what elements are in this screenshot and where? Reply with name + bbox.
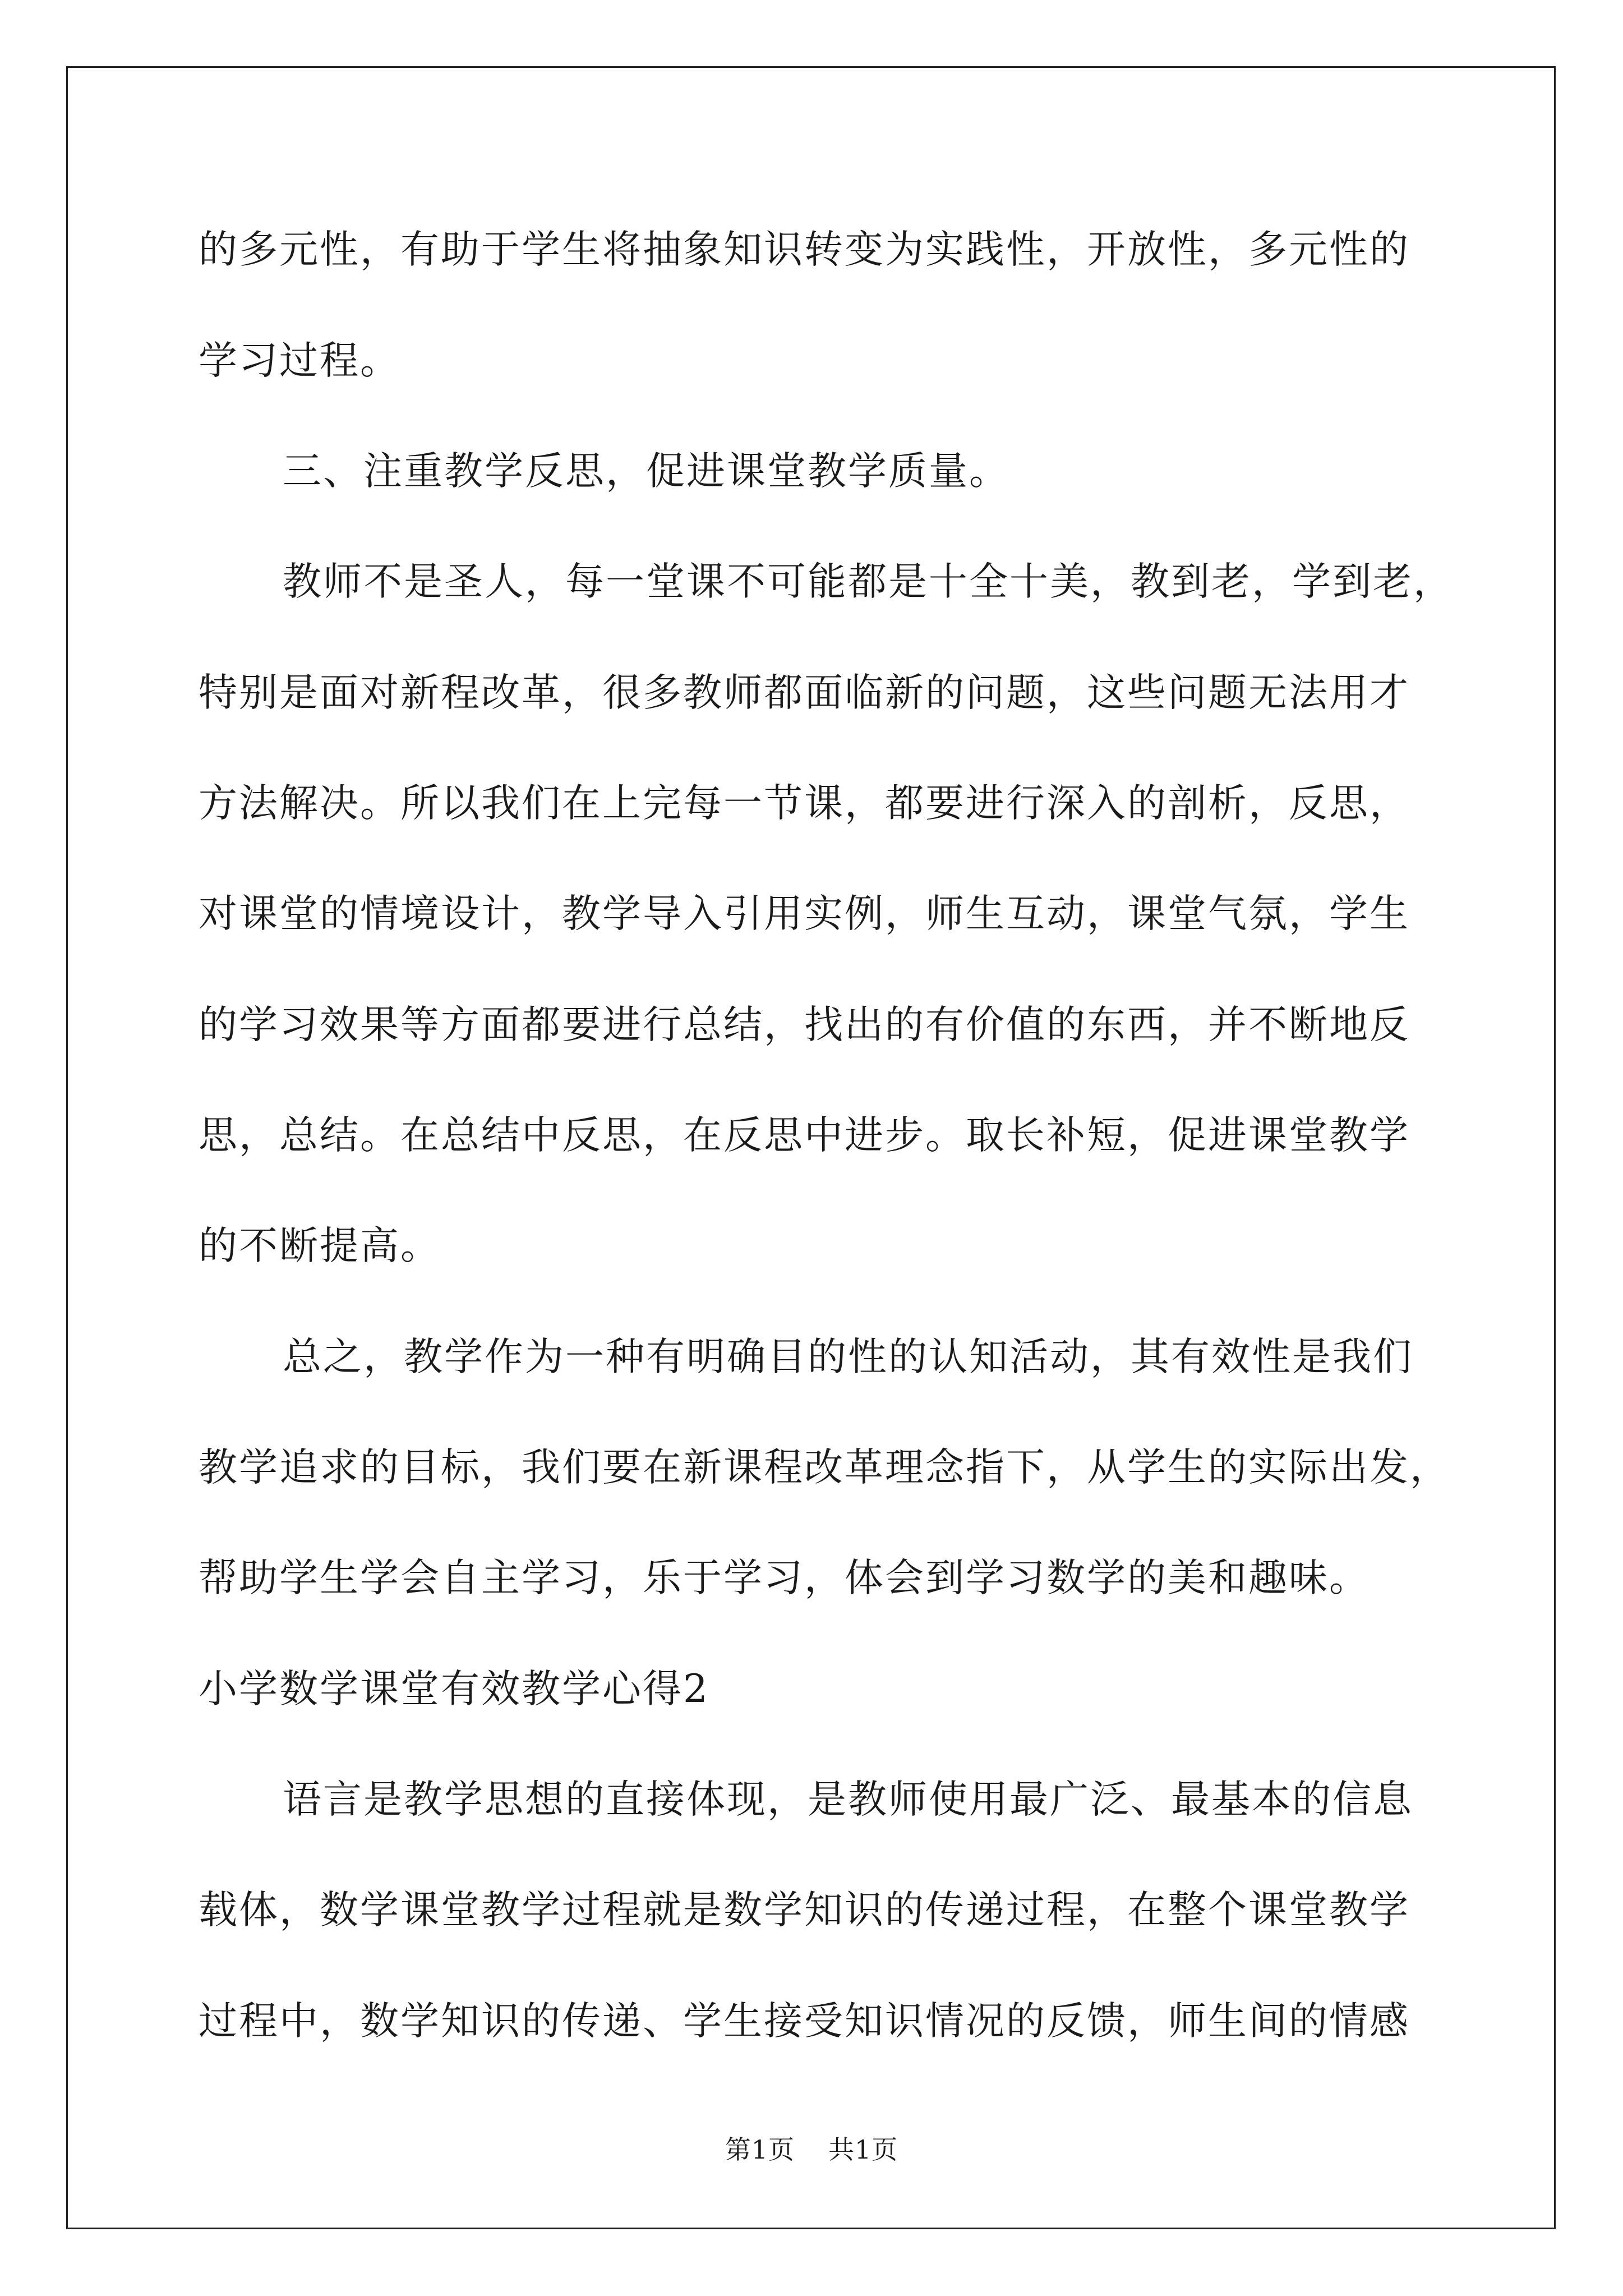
text-line: 对课堂的情境设计，教学导入引用实例，师生互动，课堂气氛，学生 [199, 891, 1410, 936]
text-line: 的不断提高。 [199, 1223, 441, 1268]
text-line: 教师不是圣人，每一堂课不可能都是十全十美，教到老，学到老， [283, 559, 1454, 604]
text-line: 方法解决。所以我们在上完每一节课，都要进行深入的剖析，反思， [199, 781, 1410, 826]
text-line: 思，总结。在总结中反思，在反思中进步。取长补短，促进课堂教学 [199, 1113, 1410, 1158]
text-line: 载体，数学课堂教学过程就是数学知识的传递过程，在整个课堂教学 [199, 1888, 1410, 1932]
text-line: 的学习效果等方面都要进行总结，找出的有价值的东西，并不断地反 [199, 1002, 1410, 1047]
text-line: 的多元性，有助于学生将抽象知识转变为实践性，开放性，多元性的 [199, 227, 1410, 272]
page-number-total: 共1页 [828, 2134, 898, 2165]
text-line: 帮助学生学会自主学习，乐于学习，体会到学习数学的美和趣味。 [199, 1556, 1370, 1600]
text-line: 总之，教学作为一种有明确目的性的认知活动，其有效性是我们 [283, 1335, 1413, 1379]
text-line: 过程中，数学知识的传递、学生接受知识情况的反馈，师生间的情感 [199, 1999, 1410, 2044]
section-heading: 三、注重教学反思，促进课堂教学质量。 [283, 449, 1009, 494]
section-title: 小学数学课堂有效教学心得2 [199, 1667, 709, 1711]
page-number-current: 第1页 [725, 2134, 795, 2165]
text-line: 教学追求的目标，我们要在新课程改革理念指下，从学生的实际出发， [199, 1445, 1450, 1490]
page-footer [0, 2133, 1623, 2166]
text-line: 特别是面对新程改革，很多教师都面临新的问题，这些问题无法用才 [199, 670, 1410, 715]
text-line: 学习过程。 [199, 338, 400, 383]
text-line: 语言是教学思想的直接体现，是教师使用最广泛、最基本的信息 [283, 1777, 1413, 1822]
